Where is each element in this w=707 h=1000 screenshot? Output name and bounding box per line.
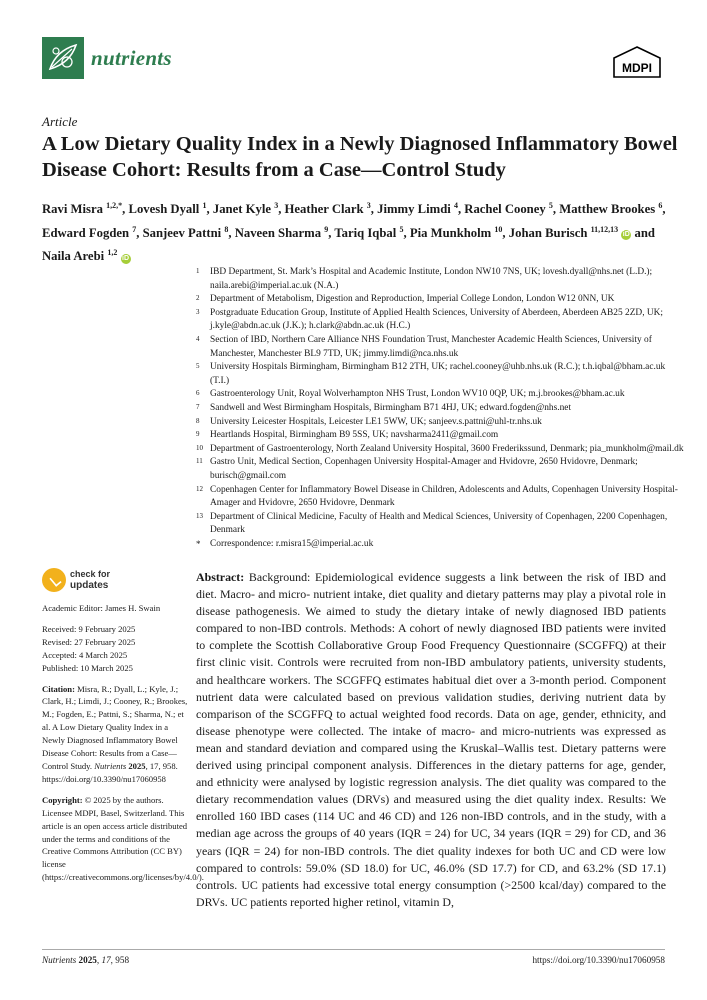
- affiliation-number: 3: [196, 307, 200, 316]
- footer-article-number: 958: [115, 955, 130, 965]
- author-affiliation-marker: 5: [548, 201, 553, 210]
- author-affiliation-marker: 7: [132, 224, 137, 234]
- author-name[interactable]: Janet Kyle: [212, 202, 272, 217]
- affiliation-number: 4: [196, 334, 200, 343]
- affiliation-text: Postgraduate Education Group, Institute of Applied Health Sciences, University of Aberdeen, Aberdeen AB25 2ZD, UK; j.kyle@abdn.ac.uk (J.K.); h.clark@abdn.ac.uk (H.C.): [210, 307, 664, 332]
- revised-date: Revised: 27 February 2025: [42, 636, 136, 647]
- abstract-text: Background: Epidemiological evidence suggests a link between the risk of IBD and diet. Macro- and micro- nutrient intake, diet quality and dietary patterns may play a pivotal role in disease pathogenesis. We aimed to study the dietary intake of newly diagnosed IBD patients compared to non-IBD controls. Methods: A cohort of newly diagnosed IBD patients were invited to complete the Scottish Collaborative Group Food Frequency Questionnaire (SCGFFQ) at their first clinic visit. Controls were recruited from non-IBD ambulatory patients, university students, and healthcare workers. The SCGFFQ estimates habitual diet over a 3-month period. Component nutrient data were calculated based on previous validation studies, deriving nutrient data by comparison of the SCGFFQ to actual weighted food records. Data on age, gender, ethnicity, and disease phenotype were collected. The intake of macro- and micro-nutrients was expressed as mean and standard deviation and compared using the Kruskal–Wallis test. Dietary patterns were derived using principal component analysis. Differences in the dietary patterns for age, gender, and ethnicity were analysed by logistic regression analysis. The diet quality was compared to the dietary recommendation values (DRVs) and measured using the diet quality index. Results: We enrolled 160 IBD cases (114 UC and 46 CD) and 126 non-IBD controls, and in the study, with a median age across the groups of 40 years (IQR = 24) for UC, 34 years (IQR = 29) for CD, and 36 years (IQR = 24) for non-IBD controls. The diet quality indexes for both UC and CD were low compared to controls: 59.0% (SD 18.0) for UC, 46.0% (SD 17.7) for CD, and 63.2% (SD 17.1) controls. UC patients had excessive total energy consumption (>2500 kcal/day) compared to the DRVs. UC patients reported higher retinol, vitamin D,: [196, 570, 666, 909]
- affiliation-number: 12: [196, 484, 203, 493]
- check-updates-icon: [42, 568, 66, 592]
- author-affiliation-marker: 10: [494, 224, 503, 234]
- affiliation-number: 2: [196, 294, 200, 303]
- author-name[interactable]: Heather Clark: [284, 202, 364, 217]
- footer-year: 2025: [78, 955, 97, 965]
- affiliation-text: University Leicester Hospitals, Leicester LE1 5WW, UK; sanjeev.s.pattni@uhl-tr.nhs.uk: [210, 416, 542, 427]
- orcid-icon[interactable]: iD: [122, 254, 129, 262]
- author-name[interactable]: Rachel Cooney: [464, 202, 546, 217]
- affiliation-text: University Hospitals Birmingham, Birmingham B12 2TH, UK; rachel.cooney@uhb.nhs.uk (R.C.); t.h.iqbal@bham.ac.uk (T.I.): [210, 362, 666, 386]
- author-name[interactable]: Edward Fogden: [42, 225, 130, 240]
- affiliation-item: [196, 307, 686, 334]
- check-updates-label-updates: updates: [70, 580, 109, 591]
- affiliation-text: Sandwell and West Birmingham Hospitals, Birmingham B71 4HJ, UK; edward.fogden@nhs.net: [210, 402, 572, 413]
- affiliation-number: 1: [196, 267, 200, 275]
- author-name[interactable]: Matthew Brookes: [559, 202, 656, 217]
- author-affiliation-marker: 1,2: [107, 248, 118, 258]
- author-name[interactable]: Naveen Sharma: [234, 225, 322, 240]
- affiliation-text: Department of Gastroenterology, North Zealand University Hospital, 3600 Frederikssund, Denmark; pia_munkholm@mail.dk: [210, 443, 684, 454]
- footer-divider: [42, 949, 665, 950]
- affiliation-list: [196, 266, 686, 551]
- affiliation-item: [196, 334, 686, 361]
- author-affiliation-marker: 1,2,*: [106, 201, 123, 210]
- author-name[interactable]: Johan Burisch: [508, 225, 588, 240]
- affiliation-item: [196, 456, 686, 483]
- article-info-sidebar: [42, 602, 204, 884]
- affiliation-text: Gastroenterology Unit, Royal Wolverhampton NHS Trust, London WV10 0QP, UK; m.j.brookes@bham.ac.uk: [210, 389, 625, 400]
- orcid-icon[interactable]: iD: [622, 230, 630, 238]
- author-name[interactable]: Jimmy Limdi: [377, 202, 451, 217]
- correspondence-mark: *: [196, 538, 201, 549]
- author-affiliation-marker: 3: [366, 201, 371, 210]
- footer-doi-link[interactable]: https://doi.org/10.3390/nu17060958: [532, 955, 665, 965]
- footer-journal: Nutrients: [42, 955, 77, 965]
- copyright-text: © 2025 by the authors. Licensee MDPI, Basel, Switzerland. This article is an open access article distributed under the terms and conditions of the Creative Commons Attribution (CC BY) license (https://creativecommons.org/licenses/by/4.0/).: [42, 794, 204, 883]
- affiliation-text: IBD Department, St. Mark’s Hospital and Academic Institute, London NW10 7NS, UK; lovesh.dyall@nhs.net (L.D.); naila.arebi@imperial.ac.uk (N.A.): [210, 267, 653, 291]
- published-date: Published: 10 March 2025: [42, 662, 133, 673]
- affiliation-text: Heartlands Hospital, Birmingham B9 5SS, UK; navsharma2411@gmail.com: [210, 430, 499, 441]
- author-affiliation-marker: 4: [453, 201, 458, 210]
- affiliation-text: Department of Clinical Medicine, Faculty of Health and Medical Sciences, University of Copenhagen, 2200 Copenhagen, Denmark: [210, 511, 668, 536]
- affiliation-number: 13: [196, 511, 203, 520]
- footer-citation: Nutrients 2025, 17, 958: [42, 955, 130, 965]
- author-name[interactable]: Sanjeev Pattni: [142, 225, 222, 240]
- affiliation-item: [196, 429, 686, 443]
- author-and: and: [634, 225, 655, 240]
- author-affiliation-marker: 6: [658, 201, 663, 210]
- citation-journal: Nutrients: [94, 760, 127, 771]
- affiliation-number: 10: [196, 443, 203, 452]
- affiliation-text: Copenhagen Center for Inflammatory Bowel Disease in Children, Adolescents and Adults, Copenhagen University Hospital-Amager and Hvidovre, 2650 Hvidovre, Denmark: [210, 484, 678, 509]
- correspondence-text[interactable]: Correspondence: r.misra15@imperial.ac.uk: [210, 538, 374, 549]
- author-name[interactable]: Naila Arebi: [42, 249, 105, 264]
- citation-label: Citation:: [42, 683, 75, 694]
- affiliation-number: 8: [196, 416, 200, 425]
- academic-editor: Academic Editor: James H. Swain: [42, 603, 161, 613]
- citation-year: 2025: [128, 760, 146, 771]
- received-date: Received: 9 February 2025: [42, 623, 136, 634]
- copyright-label: Copyright:: [42, 794, 83, 805]
- author-affiliation-marker: 8: [224, 224, 229, 234]
- author-name[interactable]: Pia Munkholm: [409, 225, 492, 240]
- affiliation-item: [196, 402, 686, 416]
- affiliation-item: [196, 484, 686, 511]
- journal-logo-icon: [42, 37, 84, 79]
- affiliation-number: 9: [196, 430, 200, 439]
- affiliation-item: [196, 293, 686, 307]
- check-for-updates-badge[interactable]: [42, 568, 152, 596]
- author-affiliation-marker: 11,12,13: [590, 224, 619, 234]
- affiliation-number: 11: [196, 457, 203, 466]
- citation-text: Misra, R.; Dyall, L.; Kyle, J.; Clark, H.; Limdi, J.; Cooney, R.; Brookes, M.; Fogden, E.; Pattni, S.; Sharma, N.; et al. A Low Dietary Quality Index in a Newly Diagnosed Inflammatory Bowel Disease Cohort: Results from a Case—Control Study.: [42, 683, 188, 771]
- article-title: A Low Dietary Quality Index in a Newly Diagnosed Inflammatory Bowel Disease Cohort: Results from a Case—Control Study: [42, 133, 678, 181]
- accepted-date: Accepted: 4 March 2025: [42, 649, 128, 660]
- affiliation-number: 7: [196, 402, 200, 411]
- affiliation-text: Gastro Unit, Medical Section, Copenhagen University Hospital-Amager and Hvidovre, 2650 Hvidovre, Denmark; burisch@gmail.com: [210, 457, 638, 481]
- affiliation-item: [196, 416, 686, 430]
- affiliation-item: [196, 388, 686, 402]
- author-name[interactable]: Lovesh Dyall: [128, 202, 200, 217]
- abstract-label: Abstract:: [196, 570, 245, 584]
- journal-logo: [42, 37, 84, 79]
- affiliation-item: [196, 443, 686, 457]
- author-affiliation-marker: 9: [324, 224, 329, 234]
- author-name[interactable]: Tariq Iqbal: [334, 225, 397, 240]
- affiliation-item: [196, 361, 686, 388]
- abstract: [196, 569, 666, 911]
- affiliation-text: Department of Metabolism, Digestion and Reproduction, Imperial College London, London W12 0NN, UK: [210, 294, 615, 305]
- affiliation-item: [196, 266, 686, 293]
- check-updates-label: check for: [70, 569, 111, 579]
- author-list: Ravi Misra $^{1,2,*}$, Lovesh Dyall $^1$, Janet Kyle $^3$, Heather Clark $^3$, Jimmy Limdi $^4$, Rachel Cooney $^5$, Matthew Brookes $^6$, Edward Fogden $^7$, Sanjeev Pattni $^8$, Naveen Sharma $^9$, Tariq Iqbal $^5$, Pia Munkholm $^{10}$, Johan Burisch $^{11,12,13}$ iD and Naila Arebi $^{1,2}$ iD: [42, 201, 666, 264]
- affiliation-text: Section of IBD, Northern Care Alliance NHS Foundation Trust, Manchester Academic Health Sciences, University of Manchester, Manchester BL9 7TD, UK; jimmy.limdi@nca.nhs.uk: [210, 334, 652, 359]
- author-affiliation-marker: 1: [202, 201, 207, 210]
- journal-name[interactable]: nutrients: [91, 46, 172, 70]
- article-type: Article: [42, 114, 78, 129]
- affiliation-number: 5: [196, 362, 200, 371]
- author-affiliation-marker: 3: [274, 201, 279, 210]
- publisher-name: MDPI: [622, 61, 652, 75]
- copyright-block: [42, 794, 204, 884]
- footer-volume: 17: [101, 955, 111, 965]
- author-affiliation-marker: 5: [399, 224, 404, 234]
- affiliation-item: [196, 511, 686, 538]
- citation-rest[interactable]: , 17, 958. https://doi.org/10.3390/nu17060958: [42, 760, 178, 784]
- correspondence: [196, 538, 686, 552]
- publisher-logo[interactable]: [612, 46, 662, 78]
- author-name[interactable]: Ravi Misra: [42, 202, 103, 217]
- affiliation-number: 6: [196, 389, 200, 398]
- citation-block: [42, 683, 190, 786]
